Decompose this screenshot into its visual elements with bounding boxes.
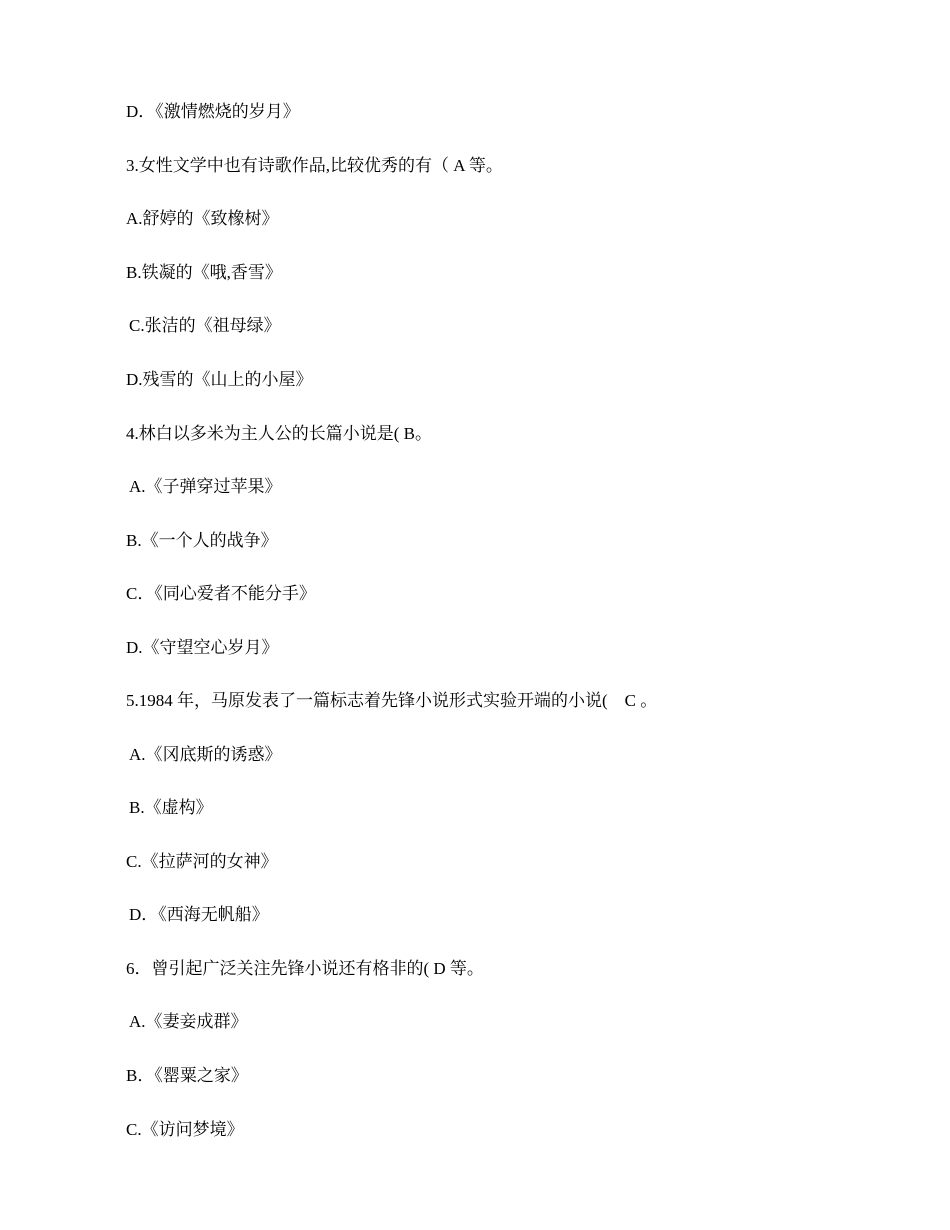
question-line: 4.林白以多米为主人公的长篇小说是( B。 [126,424,432,443]
question-line: 5.1984 年，马原发表了一篇标志着先锋小说形式实验开端的小说( C 。 [126,691,658,710]
option-line: A.《冈底斯的诱惑》 [129,745,282,764]
option-line: A.《子弹穿过苹果》 [129,477,282,496]
option-line: D.《守望空心岁月》 [126,638,279,657]
option-line: C.张洁的《祖母绿》 [129,316,281,335]
option-line: B.《虚构》 [129,798,213,817]
option-line: A.舒婷的《致橡树》 [126,209,279,228]
option-line: C.《拉萨河的女神》 [126,852,278,871]
option-line: C.《访问梦境》 [126,1120,244,1139]
option-line: B.《一个人的战争》 [126,531,278,550]
option-line: C．《同心爱者不能分手》 [126,584,316,603]
option-line: D．《激情燃烧的岁月》 [126,102,300,121]
option-line: B.铁凝的《哦,香雪》 [126,263,282,282]
question-line: 3.女性文学中也有诗歌作品,比较优秀的有（ A 等。 [126,156,503,175]
option-line: D.残雪的《山上的小屋》 [126,370,313,389]
option-line: D．《西海无帆船》 [129,905,269,924]
question-line: 6．曾引起广泛关注先锋小说还有格非的( D 等。 [126,959,484,978]
option-line: A.《妻妾成群》 [129,1012,248,1031]
option-line: B．《罂粟之家》 [126,1066,248,1085]
